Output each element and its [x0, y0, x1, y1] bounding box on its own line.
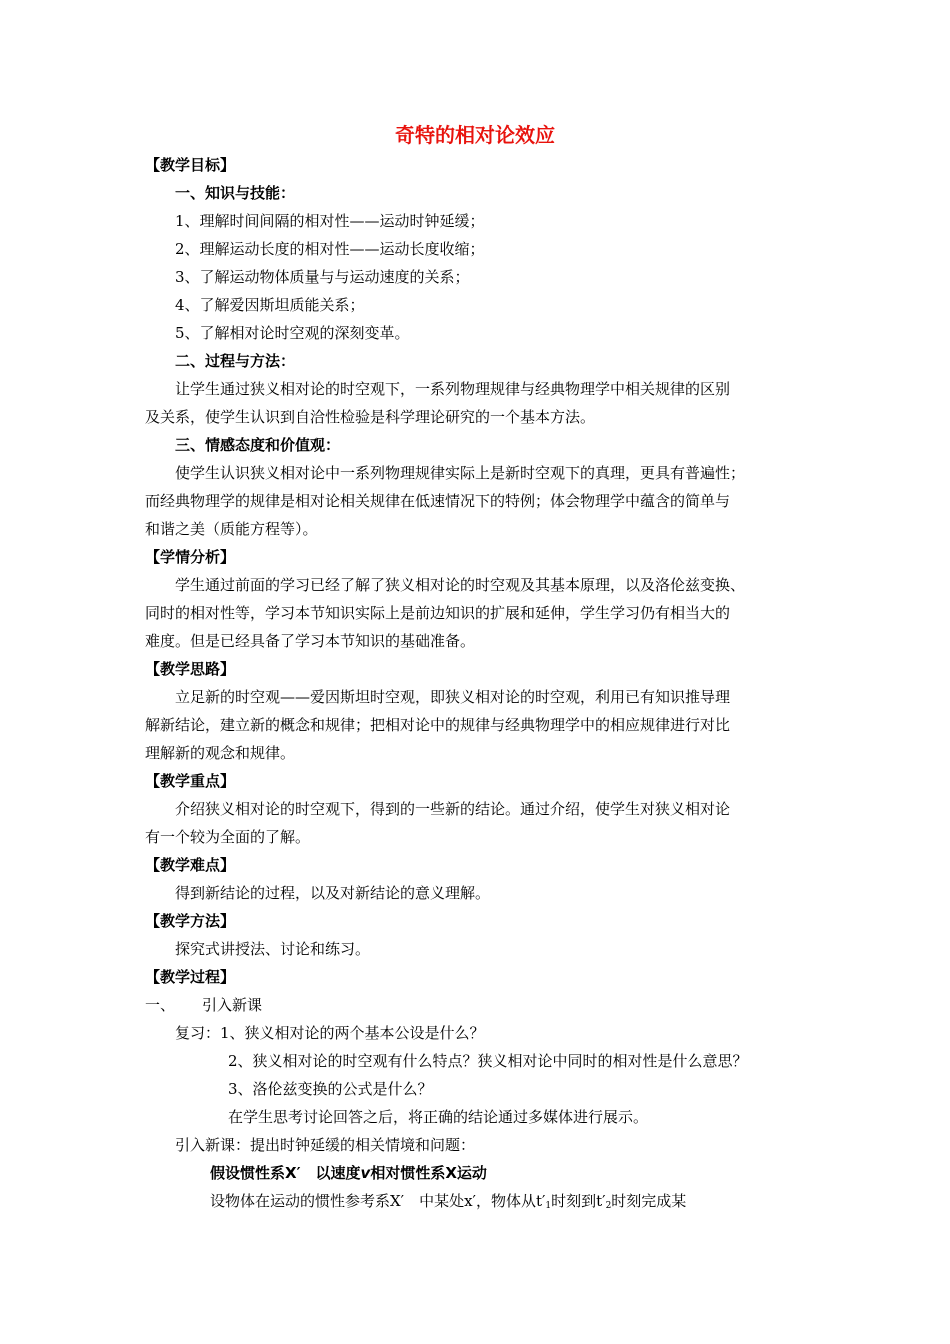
assumption-text: 假设惯性系X′ 以速度 [210, 1164, 361, 1182]
paragraph-text: 设物体在运动的惯性参考系X′ 中某处x′，物体从t′ [210, 1192, 546, 1210]
paragraph-line: 得到新结论的过程，以及对新结论的意义理解。 [175, 884, 491, 902]
goals-knowledge-item: 1、理解时间间隔的相对性——运动时钟延缓； [175, 212, 485, 230]
section-heading-difficulty: 【教学难点】 [145, 856, 236, 874]
document-title: 奇特的相对论效应 [395, 123, 555, 147]
section-heading-analysis: 【学情分析】 [145, 548, 236, 566]
assumption-text: 相对惯性系X运动 [370, 1164, 487, 1182]
section-heading-method: 【教学方法】 [145, 912, 236, 930]
goals-process-heading: 二、过程与方法： [175, 352, 296, 370]
velocity-symbol: v [360, 1164, 371, 1182]
paragraph-text: 时刻到t′ [551, 1192, 606, 1210]
subscript: 1 [545, 1201, 552, 1211]
paragraph-line: 立足新的时空观——爱因斯坦时空观，即狭义相对论的时空观，利用已有知识推导理 [175, 688, 731, 706]
review-note: 在学生思考讨论回答之后，将正确的结论通过多媒体进行展示。 [228, 1108, 649, 1126]
paragraph-text: 时刻完成某 [611, 1192, 687, 1210]
section-heading-thinking: 【教学思路】 [145, 660, 236, 678]
paragraph-line: 让学生通过狭义相对论的时空观下，一系列物理规律与经典物理学中相关规律的区别 [175, 380, 731, 398]
review-question: 3、洛伦兹变换的公式是什么？ [228, 1080, 433, 1098]
paragraph-line: 理解新的观念和规律。 [145, 744, 296, 762]
goals-knowledge-item: 5、了解相对论时空观的深刻变革。 [175, 324, 410, 342]
paragraph-line: 和谐之美（质能方程等）。 [145, 520, 318, 538]
goals-knowledge-item: 3、了解运动物体质量与与运动速度的关系； [175, 268, 470, 286]
paragraph-line: 及关系，使学生认识到自洽性检验是科学理论研究的一个基本方法。 [145, 408, 596, 426]
assumption-line [145, 1159, 810, 1187]
section-heading-key: 【教学重点】 [145, 772, 236, 790]
paragraph-line: 有一个较为全面的了解。 [145, 828, 311, 846]
process-step-number: 一、 [145, 996, 176, 1014]
subscript: 2 [605, 1201, 612, 1211]
process-step-label: 引入新课 [202, 996, 263, 1014]
paragraph-line: 使学生认识狭义相对论中一系列物理规律实际上是新时空观下的真理，更具有普遍性； [175, 464, 746, 482]
goals-knowledge-heading: 一、知识与技能： [175, 184, 296, 202]
paragraph-line: 解新结论，建立新的概念和规律；把相对论中的规律与经典物理学中的相应规律进行对比 [145, 716, 731, 734]
document-body [145, 151, 810, 1215]
paragraph-line [145, 1187, 810, 1215]
paragraph-line: 学生通过前面的学习已经了解了狭义相对论的时空观及其基本原理，以及洛伦兹变换、 [175, 576, 746, 594]
section-heading-goals: 【教学目标】 [145, 156, 236, 174]
paragraph-line: 探究式讲授法、讨论和练习。 [175, 940, 371, 958]
paragraph-line: 而经典物理学的规律是相对论相关规律在低速情况下的特例；体会物理学中蕴含的简单与 [145, 492, 731, 510]
section-heading-process: 【教学过程】 [145, 968, 236, 986]
goals-knowledge-item: 4、了解爱因斯坦质能关系； [175, 296, 365, 314]
process-step [145, 991, 810, 1019]
paragraph-line: 介绍狭义相对论的时空观下，得到的一些新的结论。通过介绍，使学生对狭义相对论 [175, 800, 731, 818]
goals-knowledge-item: 2、理解运动长度的相对性——运动长度收缩； [175, 240, 485, 258]
paragraph-line: 同时的相对性等，学习本节知识实际上是前边知识的扩展和延伸，学生学习仍有相当大的 [145, 604, 731, 622]
review-question: 复习：1、狭义相对论的两个基本公设是什么？ [175, 1024, 485, 1042]
paragraph-line: 难度。但是已经具备了学习本节知识的基础准备。 [145, 632, 476, 650]
review-question: 2、狭义相对论的时空观有什么特点？狭义相对论中同时的相对性是什么意思？ [228, 1052, 748, 1070]
intro-line: 引入新课：提出时钟延缓的相关情境和问题： [175, 1136, 476, 1154]
goals-emotion-heading: 三、情感态度和价值观： [175, 436, 341, 454]
